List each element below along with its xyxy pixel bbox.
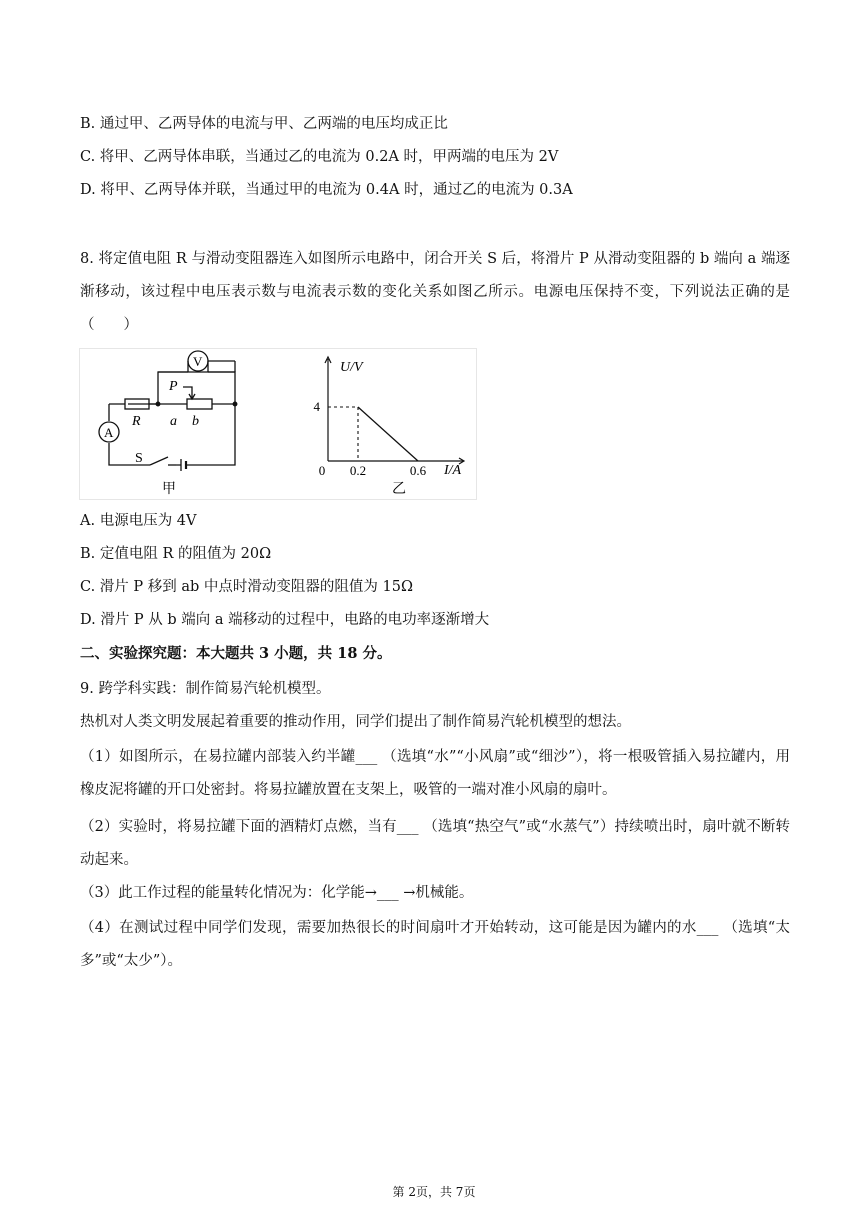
section-heading: 二、实验探究题：本大题共 3 小题，共 18 分。 — [80, 645, 392, 662]
q8-figure-svg — [80, 349, 476, 499]
end-b-label: b — [192, 414, 199, 429]
q9-part-2: （2）实验时，将易拉罐下面的酒精灯点燃，当有___ （选填“热空气”或“水蒸气”）持续喷出时，扇叶就不断转动起来。 — [80, 819, 790, 868]
q8-option-b: B. 定值电阻 R 的阻值为 20Ω — [80, 546, 272, 562]
rheostat — [187, 399, 212, 409]
q8-stem: 8. 将定值电阻 R 与滑动变阻器连入如图所示电路中，闭合开关 S 后，将滑片 P 从滑动变阻器的 b 端向 a 端逐渐移动，该过程中电压表示数与电流表示数的变化关系如图乙所示。电源电压保持不变，下列说法正确的是（ ） — [80, 251, 790, 333]
switch-label: S — [135, 451, 143, 466]
x-tick-label-0.2: 0.2 — [349, 463, 367, 478]
junction-dot-right — [233, 402, 237, 406]
voltmeter-label: V — [193, 354, 203, 369]
q8-option-c: C. 滑片 P 移到 ab 中点时滑动变阻器的阻值为 15Ω — [80, 579, 413, 595]
circuit-diagram — [99, 351, 237, 471]
page-footer: 第 2页，共 7页 — [392, 1185, 476, 1199]
y-tick-label: 4 — [313, 399, 320, 414]
q9-part-3: （3）此工作过程的能量转化情况为：化学能→___ →机械能。 — [80, 885, 474, 901]
q9-intro: 热机对人类文明发展起着重要的推动作用，同学们提出了制作简易汽轮机模型的想法。 — [80, 714, 631, 730]
x-axis-label: I/A — [444, 463, 462, 478]
ammeter-label: A — [104, 425, 114, 440]
resistor-label: R — [132, 414, 141, 429]
q8-figure — [79, 348, 477, 500]
end-a-label: a — [170, 414, 177, 429]
q7-option-d: D. 将甲、乙两导体并联，当通过甲的电流为 0.4A 时，通过乙的电流为 0.3A — [80, 182, 573, 198]
q9-part-4: （4）在测试过程中同学们发现，需要加热很长的时间扇叶才开始转动，这可能是因为罐内的水___ （选填“太多”或“太少”）。 — [80, 920, 790, 969]
q9-part-1: （1）如图所示，在易拉罐内部装入约半罐___ （选填“水”“小风扇”或“细沙”），将一根吸管插入易拉罐内，用橡皮泥将罐的开口处密封。将易拉罐放置在支架上，吸管的一端对准小风扇的扇叶。 — [80, 749, 790, 798]
q7-option-b: B. 通过甲、乙两导体的电流与甲、乙两端的电压均成正比 — [80, 116, 448, 132]
graph-caption: 乙 — [392, 482, 406, 497]
q8-option-d: D. 滑片 P 从 b 端向 a 端移动的过程中，电路的电功率逐渐增大 — [80, 612, 490, 628]
y-axis-label: U/V — [340, 360, 363, 375]
circuit-caption: 甲 — [162, 482, 176, 497]
junction-dot-left — [156, 402, 160, 406]
q8-option-a: A. 电源电压为 4V — [80, 513, 197, 529]
x-tick-label-0.6: 0.6 — [409, 463, 427, 478]
origin-label: 0 — [318, 463, 326, 478]
slider-label: P — [169, 379, 178, 394]
q9-title: 9. 跨学科实践：制作简易汽轮机模型。 — [80, 681, 331, 697]
q7-option-c: C. 将甲、乙两导体串联，当通过乙的电流为 0.2A 时，甲两端的电压为 2V — [80, 149, 559, 165]
switch-icon — [150, 457, 168, 465]
series-line — [358, 407, 418, 461]
